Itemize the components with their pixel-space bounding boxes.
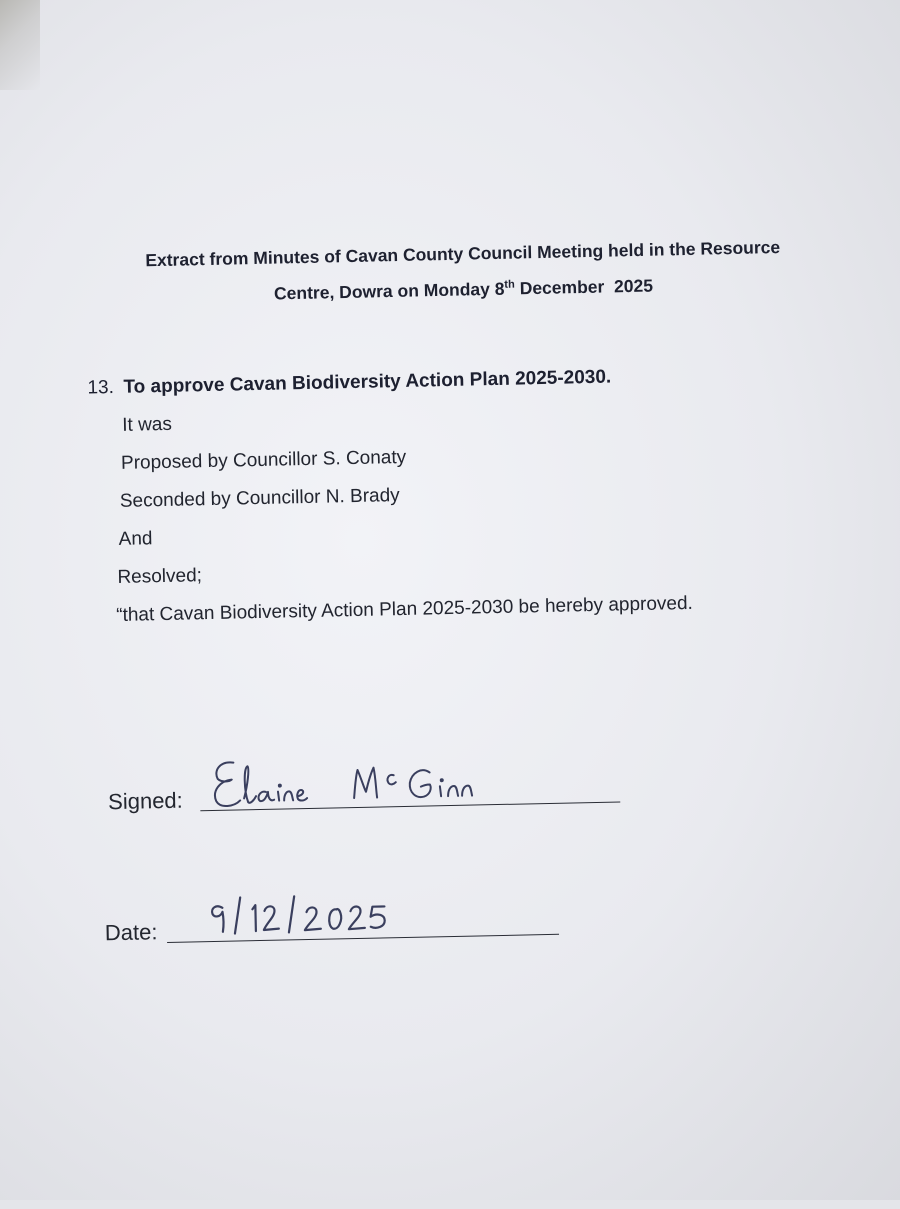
heading-line-2-text: Centre, Dowra on Monday 8 xyxy=(273,278,505,304)
minute-line-resolved: Resolved; xyxy=(117,565,203,588)
minute-line-it-was: It was xyxy=(122,413,173,436)
agenda-item-title: To approve Cavan Biodiversity Action Plan 2025-2030. xyxy=(123,366,612,398)
signed-label: Signed: xyxy=(107,787,184,815)
date-label: Date: xyxy=(104,919,158,946)
minute-line-proposed: Proposed by Councillor S. Conaty xyxy=(120,446,407,474)
document-heading xyxy=(53,229,874,314)
heading-ordinal-suffix: th xyxy=(504,278,515,291)
minute-line-resolution: “that Cavan Biodiversity Action Plan 2025-2030 be hereby approved. xyxy=(116,592,694,626)
heading-line-1: Extract from Minutes of Cavan County Council Meeting held in the Resource xyxy=(145,237,781,271)
minute-line-and: And xyxy=(118,528,153,550)
agenda-item-number: 13. xyxy=(87,376,115,399)
heading-line-2-end: December 2025 xyxy=(514,275,654,299)
minute-line-seconded: Seconded by Councillor N. Brady xyxy=(119,485,400,512)
handwritten-date xyxy=(202,885,433,940)
handwritten-signature xyxy=(203,748,534,815)
